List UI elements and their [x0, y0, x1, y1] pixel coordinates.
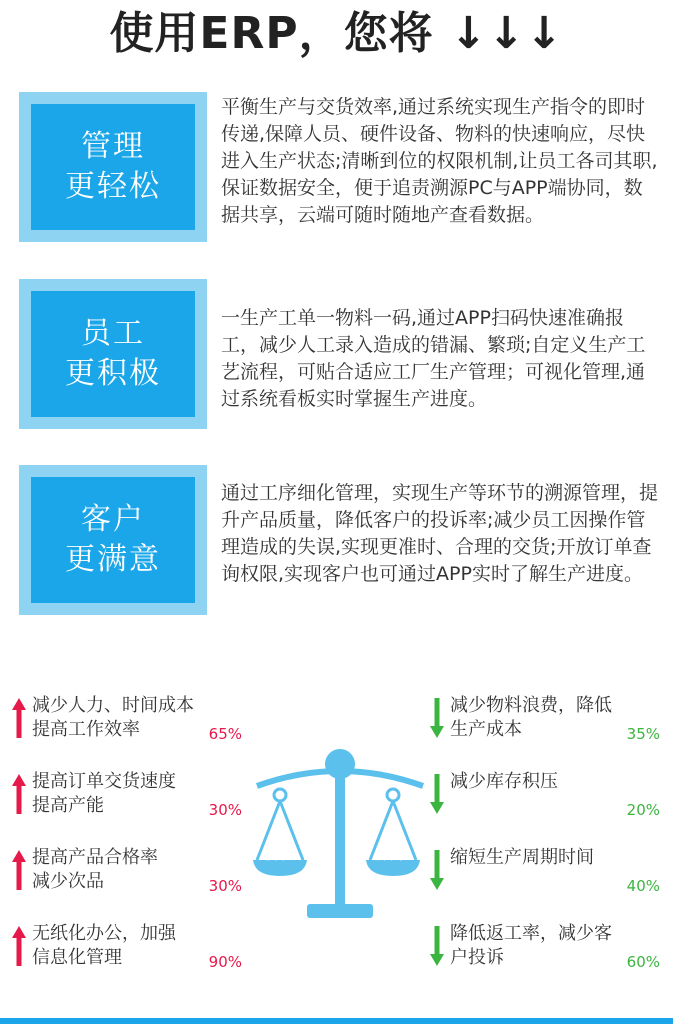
benefit-title-line1: 客户 — [81, 502, 145, 537]
stat-item-right — [430, 770, 660, 830]
stat-line1: 缩短生产周期时间 — [450, 847, 594, 868]
benefit-card-inner — [31, 291, 195, 417]
stat-item-left — [12, 846, 242, 906]
benefit-card-customer — [19, 465, 207, 615]
stat-percent: 20% — [626, 801, 660, 819]
stat-line1: 降低返工率，减少客 — [450, 923, 612, 944]
stat-line1: 减少库存积压 — [450, 771, 558, 792]
benefit-title-line2: 更满意 — [65, 542, 161, 577]
benefit-title-line1: 员工 — [81, 316, 145, 351]
benefit-card-inner — [31, 477, 195, 603]
scale-left-label: 价值 — [263, 844, 296, 863]
stat-line1: 提高产品合格率 — [32, 847, 158, 868]
scale-right-label: 效率 — [376, 844, 409, 863]
stat-percent: 30% — [208, 801, 242, 819]
arrow-up-icon — [12, 850, 26, 890]
stat-line1: 减少物料浪费，降低 — [450, 695, 612, 716]
stat-line2: 信息化管理 — [32, 947, 122, 968]
benefit-title-line2: 更积极 — [65, 356, 161, 391]
stat-item-left — [12, 694, 242, 754]
stat-percent: 90% — [208, 953, 242, 971]
benefit-description: 通过工序细化管理，实现生产等环节的溯源管理，提升产品质量，降低客户的投诉率;减少员工因操作管理造成的失误,实现更准时、合理的交货;开放订单查询权限,实现客户也可通过APP实时了解生产进度。 — [221, 482, 659, 585]
stat-item-right — [430, 846, 660, 906]
stat-line1: 提高订单交货速度 — [32, 771, 176, 792]
stat-item-left — [12, 770, 242, 830]
arrow-up-icon — [12, 774, 26, 814]
stat-line2: 提高工作效率 — [32, 719, 140, 740]
arrow-down-icon — [430, 774, 444, 814]
stat-item-right — [430, 922, 660, 982]
stat-item-left — [12, 922, 242, 982]
bottom-divider — [0, 1018, 673, 1024]
benefit-title-line1: 管理 — [81, 129, 145, 164]
stat-percent: 65% — [208, 725, 242, 743]
stat-line2: 减少次品 — [32, 871, 104, 892]
arrow-down-icon — [430, 698, 444, 738]
stat-line1: 减少人力、时间成本 — [32, 695, 194, 716]
benefit-description: 平衡生产与交货效率,通过系统实现生产指令的即时传递,保障人员、硬件设备、物料的快速响应，尽快进入生产状态;清晰到位的权限机制,让员工各司其职,保证数据安全，便于追责溯源PC与APP端协同，数据共享，云端可随时随地产查看数据。 — [221, 96, 658, 226]
benefit-card-management — [19, 92, 207, 242]
stat-line2: 户投诉 — [450, 947, 504, 968]
stat-percent: 60% — [626, 953, 660, 971]
balance-scale-icon — [245, 748, 435, 924]
arrow-up-icon — [12, 926, 26, 966]
stat-line2: 提高产能 — [32, 795, 104, 816]
stat-percent: 35% — [626, 725, 660, 743]
arrow-down-icon — [430, 850, 444, 890]
stat-line1: 无纸化办公，加强 — [32, 923, 176, 944]
arrow-down-icon — [430, 926, 444, 966]
page-title: 使用ERP，您将 ↓↓↓ — [109, 8, 564, 59]
stat-item-right — [430, 694, 660, 754]
benefit-description: 一生产工单一物料一码,通过APP扫码快速准确报工，减少人工录入造成的错漏、繁琐;自定义生产工艺流程，可贴合适应工厂生产管理；可视化管理,通过系统看板实时掌握生产进度。 — [221, 307, 646, 410]
arrow-up-icon — [12, 698, 26, 738]
stat-percent: 40% — [626, 877, 660, 895]
benefit-card-employee — [19, 279, 207, 429]
benefit-title-line2: 更轻松 — [65, 169, 161, 204]
benefit-card-inner — [31, 104, 195, 230]
stat-percent: 30% — [208, 877, 242, 895]
stat-line2: 生产成本 — [450, 719, 522, 740]
